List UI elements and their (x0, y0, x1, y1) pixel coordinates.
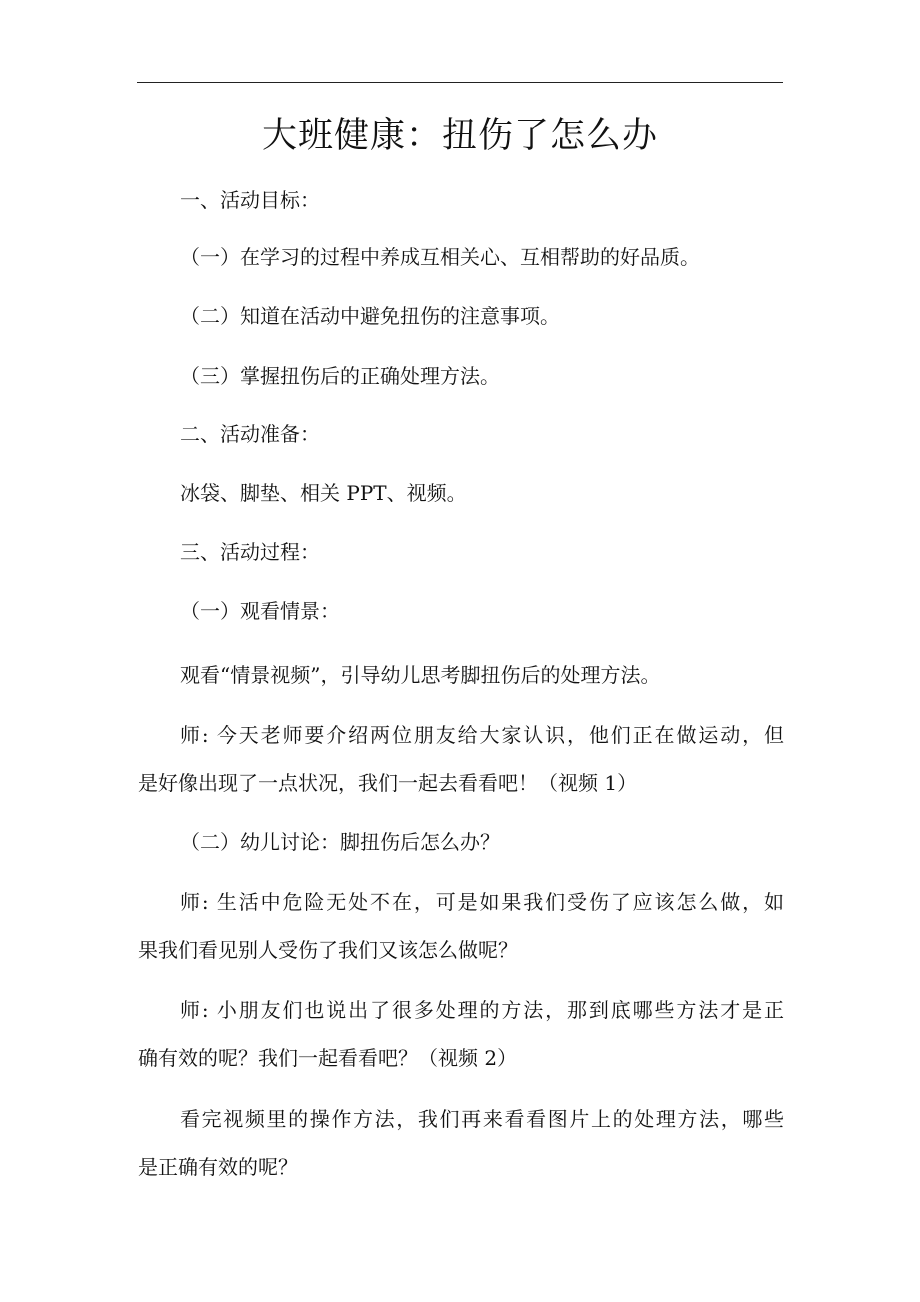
paragraph-line: 师: 小朋友们也说出了很多处理的方法，那到底哪些方法才是正 (180, 998, 784, 1022)
paragraph-line: 果我们看见别人受伤了我们又该怎么做呢？ (138, 938, 518, 962)
paragraph-line: 确有效的呢？我们一起看看吧？（视频 2） (138, 1046, 518, 1070)
paragraph-pictures (138, 1095, 784, 1191)
goal-item-2: （二）知道在活动中避免扭伤的注意事项。 (180, 304, 560, 328)
paragraph-line: 是好像出现了一点状况，我们一起去看看吧！（视频 1） (138, 771, 638, 795)
paragraph-line: 是正确有效的呢？ (138, 1155, 298, 1179)
paragraph-teacher-intro (138, 711, 784, 807)
document-title: 大班健康：扭伤了怎么办 (261, 116, 658, 156)
subsection-heading-watch: （一）观看情景： (180, 599, 340, 623)
header-rule (137, 82, 783, 83)
section-heading-preparation: 二、活动准备： (180, 422, 320, 446)
preparation-list: 冰袋、脚垫、相关 PPT、视频。 (180, 481, 467, 505)
watch-description: 观看“情景视频”，引导幼儿思考脚扭伤后的处理方法。 (180, 663, 661, 687)
goal-item-1: （一）在学习的过程中养成互相关心、互相帮助的好品质。 (180, 245, 700, 269)
paragraph-teacher-danger (138, 878, 784, 974)
section-heading-process: 三、活动过程： (180, 540, 320, 564)
paragraph-line: 师: 今天老师要介绍两位朋友给大家认识，他们正在做运动，但 (180, 723, 784, 747)
subsection-heading-discussion: （二）幼儿讨论：脚扭伤后怎么办？ (180, 830, 500, 854)
paragraph-line: 师: 生活中危险无处不在，可是如果我们受伤了应该怎么做，如 (180, 890, 784, 914)
paragraph-teacher-methods (138, 986, 784, 1082)
goal-item-3: （三）掌握扭伤后的正确处理方法。 (180, 364, 500, 388)
paragraph-line: 看完视频里的操作方法，我们再来看看图片上的处理方法，哪些 (180, 1107, 784, 1131)
section-heading-goals: 一、活动目标： (180, 188, 320, 212)
